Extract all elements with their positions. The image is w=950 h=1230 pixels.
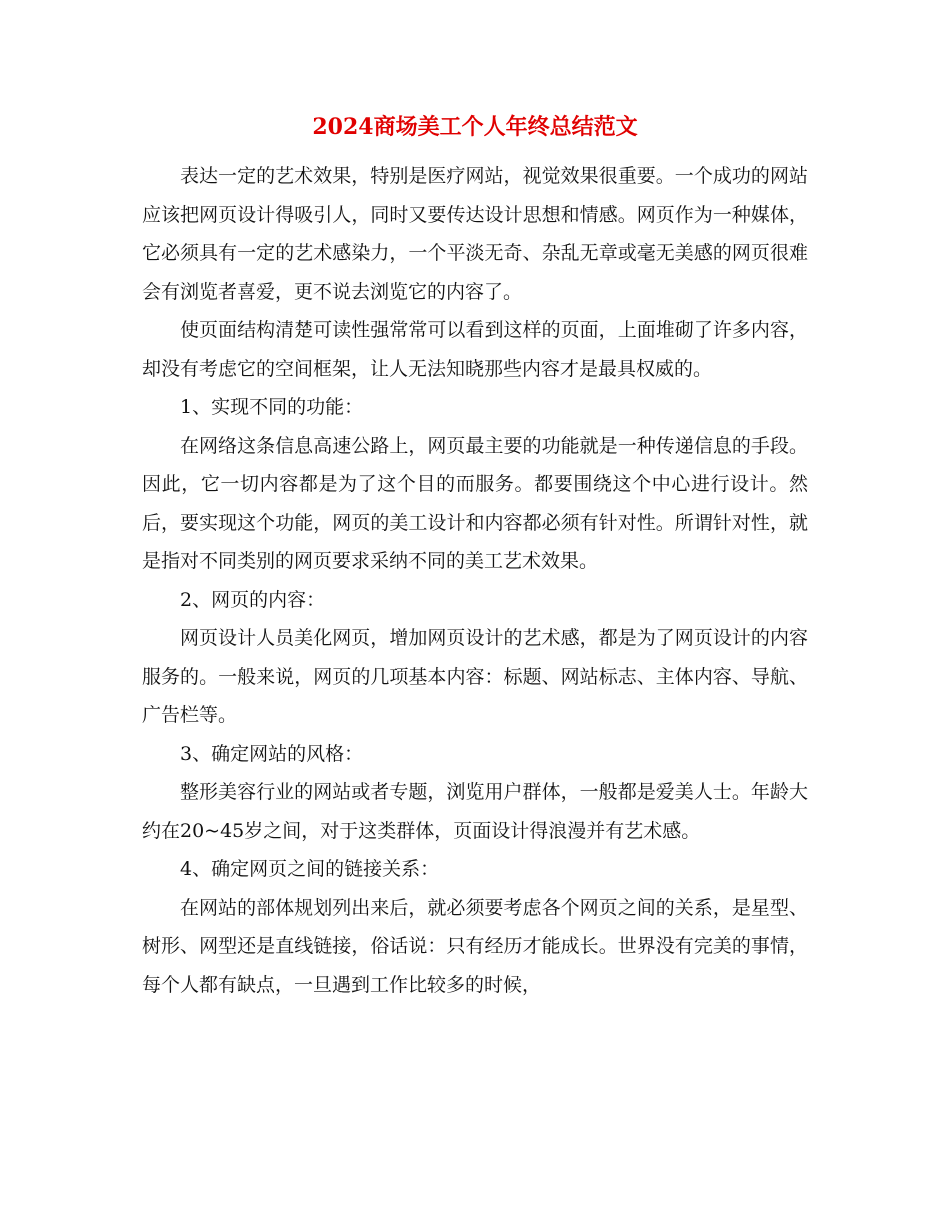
paragraph-structure: 使页面结构清楚可读性强常常可以看到这样的页面，上面堆砌了许多内容，却没有考虑它的空间框架，让人无法知晓那些内容才是最具权威的。 [142, 319, 808, 380]
document-title: 2024商场美工个人年终总结范文 [312, 114, 638, 140]
section-heading-1: 1、实现不同的功能： [180, 396, 364, 418]
section-heading-4: 4、确定网页之间的链接关系： [180, 858, 440, 880]
paragraph-intro: 表达一定的艺术效果，特别是医疗网站，视觉效果很重要。一个成功的网站应该把网页设计得吸引人，同时又要传达设计思想和情感。网页作为一种媒体，它必须具有一定的艺术感染力，一个平淡无奇、杂乱无章或毫无美感的网页很难会有浏览者喜爱，更不说去浏览它的内容了。 [142, 165, 808, 303]
section-heading-3: 3、确定网站的风格： [180, 742, 364, 765]
paragraph-links: 在网站的部体规划列出来后，就必须要考虑各个网页之间的关系，是星型、树形、网型还是直线链接，俗话说：只有经历才能成长。世界没有完美的事情，每个人都有缺点，一旦遇到工作比较多的时候， [142, 896, 808, 996]
document-body [142, 157, 808, 1004]
paragraph-function: 在网络这条信息高速公路上，网页最主要的功能就是一种传递信息的手段。因此，它一切内容都是为了这个目的而服务。都要围绕这个中心进行设计。然后，要实现这个功能，网页的美工设计和内容都必须有针对性。所谓针对性，就是指对不同类别的网页要求采纳不同的美工艺术效果。 [142, 434, 808, 572]
paragraph-content: 网页设计人员美化网页，增加网页设计的艺术感，都是为了网页设计的内容服务的。一般来说，网页的几项基本内容：标题、网站标志、主体内容、导航、广告栏等。 [142, 627, 808, 726]
section-heading-2: 2、网页的内容： [180, 588, 326, 611]
paragraph-style: 整形美容行业的网站或者专题，浏览用户群体，一般都是爱美人士。年龄大约在20~45岁之间，对于这类群体，页面设计得浪漫并有艺术感。 [142, 781, 808, 842]
